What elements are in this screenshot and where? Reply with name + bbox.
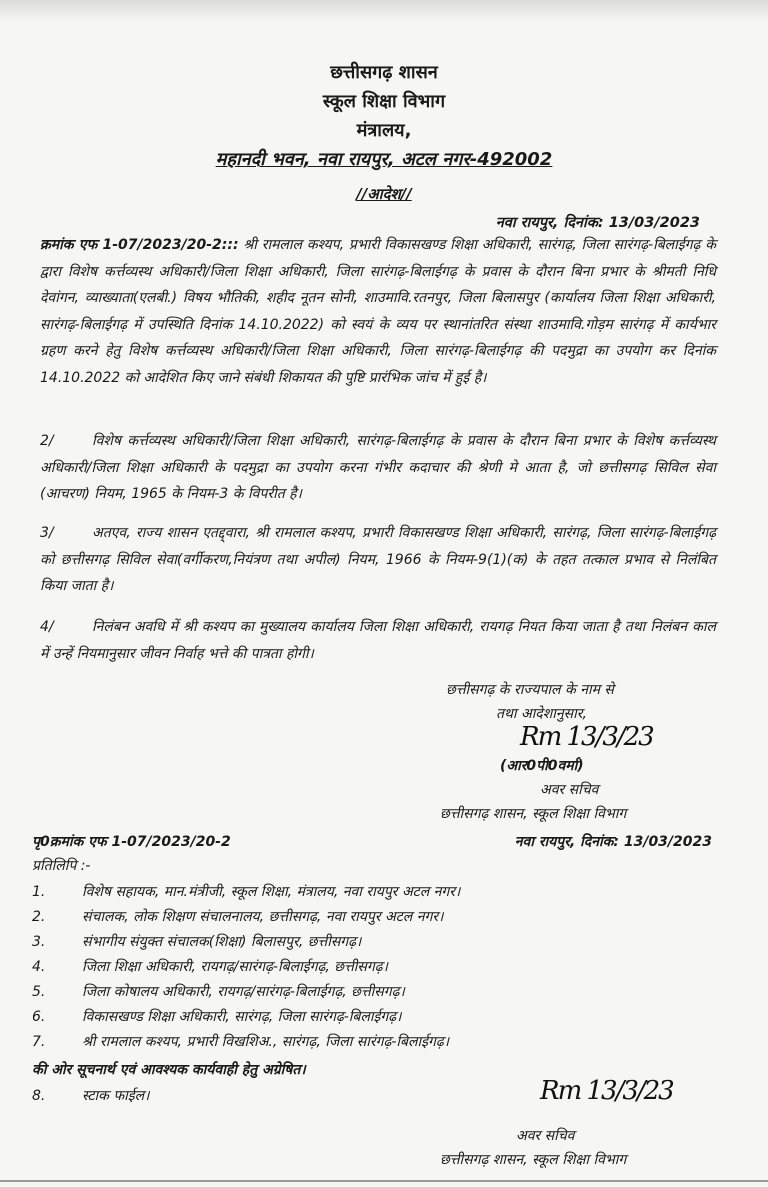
copy-item [32,980,732,1005]
page-edge [0,1180,768,1182]
paragraph-4-text: निलंबन अवधि में श्री कश्यप का मुख्यालय कार्यालय जिला शिक्षा अधिकारी, रायगढ़ नियत किया जाता है तथा निलंबन काल में उन्हें नियमानुसार जीवन निर्वाह भत्ते की पात्रता होगी। [40,619,716,662]
paragraph-1 [40,232,716,391]
copy-item [32,1005,732,1030]
copy-item-text: श्री रामलाल कश्यप, प्रभारी विखशिअ., सारंगढ़, जिला सारंगढ़-बिलाईगढ़। [82,1034,450,1050]
copy-item-text: संभागीय संयुक्त संचालक(शिक्षा) बिलासपुर, छत्तीसगढ़। [82,934,362,950]
copy-item-index: 8. [32,1088,46,1104]
order-dateline: नवा रायपुर, दिनांक: 13/03/2023 [495,215,700,231]
copy-item-text: स्टाक फाईल। [82,1088,150,1104]
office-address: महानदी भवन, नवा रायपुर, अटल नगर-492002 [215,149,553,170]
copy-item [32,1030,732,1055]
copy-item-index: 3. [32,934,46,950]
endorsement-date: नवा रायपुर, दिनांक: 13/03/2023 [514,834,712,850]
copy-item-index: 7. [32,1034,46,1050]
paragraph-2-number: 2/ [40,433,54,449]
order-title: //आदेश// [356,185,412,203]
copy-item-text: विशेष सहायक, मान.मंत्रीजी, स्कूल शिक्षा, मंत्रालय, नवा रायपुर अटल नगर। [82,884,461,900]
copy-item-index: 1. [32,884,46,900]
paragraph-3 [40,520,716,600]
paragraph-3-text: अतएव, राज्य शासन एतद्द्वारा, श्री रामलाल कश्यप, प्रभारी विकासखण्ड शिक्षा अधिकारी, सारंगढ़, जिला सारंगढ़-बिलाईगढ़ को छत्तीसगढ़ सिविल सेवा(वर्गीकरण,नियंत्रण तथा अपील) नियम, 1966 के नियम-9(1)(क) के तहत तत्काल प्रभाव से निलंबित किया जाता है। [40,525,716,594]
copy-item-index: 2. [32,909,46,925]
signatory-office-2: छत्तीसगढ़ शासन, स्कूल शिक्षा विभाग [440,1152,627,1168]
endorsement-ref-number: पृ0क्रमांक एफ 1-07/2023/20-2 [32,834,231,850]
ministry-name: मंत्रालय, [356,120,412,141]
government-name: छत्तीसगढ़ शासन [330,62,438,83]
signatory-name: (आर0पी0वर्मा) [500,758,584,774]
handwritten-signature-1: Rm 13/3/23 [520,722,653,752]
copy-item [32,905,732,930]
copy-label: प्रतिलिपि :- [32,858,91,874]
copy-item-text: संचालक, लोक शिक्षण संचालनालय, छत्तीसगढ़, नवा रायपुर अटल नगर। [82,909,444,925]
department-name: स्कूल शिक्षा विभाग [322,91,446,112]
signatory-details-1 [440,754,740,826]
signatory-office-1: छत्तीसगढ़ शासन, स्कूल शिक्षा विभाग [440,806,627,822]
copy-item [32,930,732,955]
letterhead [0,58,768,174]
handwritten-signature-2: Rm 13/3/23 [540,1076,673,1106]
signatory-details-2 [440,1124,740,1172]
order-ref-number: क्रमांक एफ 1-07/2023/20-2::: [40,237,239,253]
forwarding-note: की ओर सूचनार्थ एवं आवश्यक कार्यवाही हेतु अग्रेषित। [32,1062,306,1078]
paragraph-2-text: विशेष कर्त्तव्यस्थ अधिकारी/जिला शिक्षा अधिकारी, सारंगढ़-बिलाईगढ़ के प्रवास के दौरान बिना प्रभार के विशेष कर्त्तव्यस्थ अधिकारी/जिला शिक्षा अधिकारी के पदमुद्रा का उपयोग करना गंभीर कदाचार की श्रेणी मे आता है, जो छत्तीसगढ़ सिविल सेवा (आचरण) नियम, 1965 के नियम-3 के विपरीत है। [40,433,716,502]
paragraph-4 [40,614,716,667]
scan-shadow [0,0,768,22]
signatory-designation-2: अवर सचिव [516,1128,575,1144]
copy-list [32,880,732,1055]
paragraph-1-text: श्री रामलाल कश्यप, प्रभारी विकासखण्ड शिक्षा अधिकारी, सारंगढ़, जिला सारंगढ़-बिलाईगढ़ के द्वारा विशेष कर्त्तव्यस्थ अधिकारी/जिला शिक्षा अधिकारी, जिला सारंगढ़-बिलाईगढ़ के प्रवास के दौरान बिना प्रभार के श्रीमती निधि देवांगन, व्याख्याता(एलबी.) विषय भौतिकी, शहीद नूतन सोनी, शाउमावि.रतनपुर, जिला बिलासपुर (कार्यालय जिला शिक्षा अधिकारी, सारंगढ़-बिलाईगढ़ में उपस्थिति दिनांक 14.10.2022) को स्वयं के व्यय पर स्थानांतरित संस्था शाउमावि.गोड़म सारंगढ़ में कार्यभार ग्रहण करने हेतु विशेष कर्त्तव्यस्थ अधिकारी/जिला शिक्षा अधिकारी, जिला सारंगढ़-बिलाईगढ़ की पदमुद्रा का उपयोग कर दिनांक 14.10.2022 को आदेशित किए जाने संबंधी शिकायत की पुष्टि प्रारंभिक जांच में हुई है। [40,237,716,386]
copy-item-text: विकासखण्ड शिक्षा अधिकारी, सारंगढ़, जिला सारंगढ़-बिलाईगढ़। [82,1009,402,1025]
governor-line: छत्तीसगढ़ के राज्यपाल के नाम से [446,682,614,698]
copy-item-text: जिला कोषालय अधिकारी, रायगढ़/सारंगढ़-बिलाईगढ़, छत्तीसगढ़। [82,984,405,1000]
copy-item-index: 5. [32,984,46,1000]
signatory-designation-1: अवर सचिव [540,782,599,798]
signature-block-1 [440,678,740,726]
copy-item [32,880,732,905]
paragraph-3-number: 3/ [40,525,54,541]
copy-item-index: 6. [32,1009,46,1025]
copy-item-index: 4. [32,959,46,975]
copy-item-text: जिला शिक्षा अधिकारी, रायगढ़/सारंगढ़-बिलाईगढ़, छत्तीसगढ़। [82,959,388,975]
copy-item-stock-file [32,1084,432,1109]
paragraph-4-number: 4/ [40,619,54,635]
paragraph-2 [40,428,716,508]
order-line: तथा आदेशानुसार, [496,706,587,722]
copy-item [32,955,732,980]
